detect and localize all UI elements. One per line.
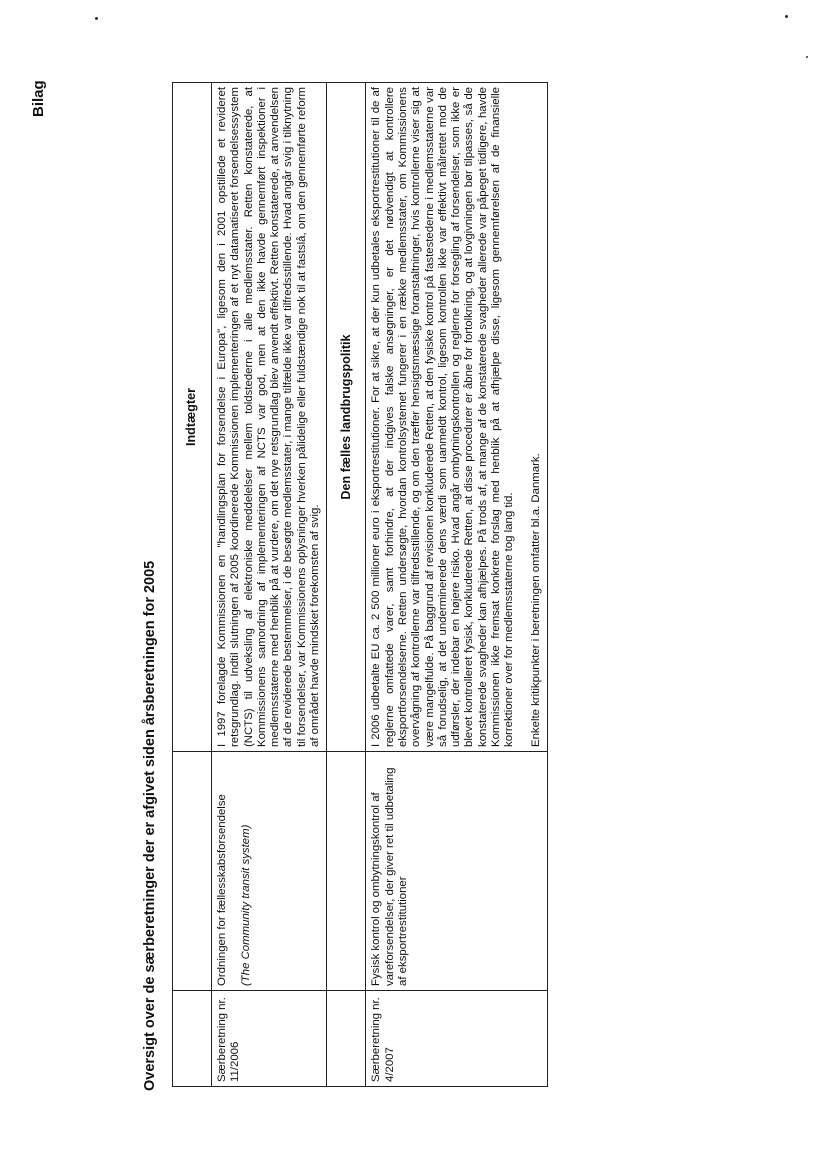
report-reference: Særberetning nr. 11/2006 (212, 991, 327, 1087)
report-reference: Særberetning nr. 4/2007 (366, 991, 548, 1087)
summary-paragraph: Enkelte kritikpunkter i beretningen omfatter bl.a. Danmark. (529, 453, 542, 747)
report-summary (212, 83, 327, 752)
section-spacer (327, 752, 366, 991)
table-row (366, 83, 548, 1087)
section-heading: Den fælles landbrugspolitik (327, 83, 366, 752)
report-subject: Fysisk kontrol og ombytningskontrol af vareforsendelser, der giver ret til udbetaling af eksportrestitutioner (370, 767, 409, 986)
section-spacer (327, 991, 366, 1087)
page-title: Oversigt over de særberetninger der er afgivet siden årsberetningen for 2005 (142, 560, 158, 1091)
report-subject-cell (212, 752, 327, 991)
section-spacer (173, 991, 212, 1087)
report-summary (366, 83, 548, 752)
section-heading: Indtægter (173, 83, 212, 752)
report-subject: Ordningen for fællesskabsforsendelse (216, 794, 228, 986)
report-subject-cell (366, 752, 548, 991)
appendix-label: Bilag (30, 80, 47, 117)
summary-paragraph: I 2006 udbetalte EU ca. 2 500 millioner euro i eksportrestitutioner. For at sikre, at der kun udbetales eksportrestitutioner til de af reglerne omfattede varer, samt forhindre, at der indgives falske ansøgninger, er det nødvendigt at kontrollere eksportforsendelserne. Retten undersøgte, hvordan kontrolsystemet fungerer i en række medlemsstater, om Kommissionens overvågning af kontrollerne var tilfredsstillende, og om den træffer hensigtsmæssige foranstaltninger, hvis kontrollerne viser sig at være mangelfulde. På baggrund af revisionen konkluderede Retten, at den fysiske kontrol på fastestederne i medlemsstaterne var så forudselig, at det underminerede dens værdi som uanmeldt kontrol, ligesom kontrollen ikke var effektivt målrettet mod de udførsler, der indebar en højere risiko. Hvad angår ombytningskontrollen og reglerne for forsegling af forsendelser, som ikke er blevet kontrolleret fysisk, konkluderede Retten, at disse procedurer er åbne for fortolkning, og at lovgivningen bør tilpasses, så de konstaterede svagheder kan afhjælpes. På trods af, at mange af de konstaterede svagheder allerede var påpeget tidligere, havde Kommissionen ikke fremsat konkrete forslag med henblik på at afhjælpe disse, ligesom gennemførelsen af de finansielle korrektioner over for medlemsstaterne tog lang tid. (370, 87, 516, 747)
table-row (212, 83, 327, 1087)
summary-paragraph: I 1997 forelagde Kommissionen en "handlingsplan for forsendelse i Europa", ligesom den i 2001 opstillede et revideret retsgrundlag. Indtil slutningen af 2005 koordinerede Kommissionen implementeringen af et nyt datamatiseret forsendelsessystem (NCTS) til udveksling af elektroniske meddelelser mellem toldstederne i alle medlemsstater. Retten konstaterede, at Kommissionens samordning af implementeringen af NCTS var god, men at den ikke havde gennemført inspektioner i medlemsstaterne med henblik på at vurdere, om det nye retsgrundlag blev anvendt effektivt. Retten konstaterede, at anvendelsen af de reviderede bestemmelser, i de besøgte medlemsstater, i mange tilfælde ikke var tilfredsstillende. Hvad angår svig i tilknytning til forsendelser, var Kommissionens oplysninger hverken pålidelige eller fuldstændige nok til at fastslå, om den gennemførte reform af området havde mindsket forekomsten af svig. (216, 87, 322, 747)
reports-table (172, 82, 548, 1087)
section-spacer (173, 752, 212, 991)
section-header-row (173, 83, 212, 1087)
section-header-row (327, 83, 366, 1087)
report-subject-english: (The Community transit system) (240, 824, 253, 986)
